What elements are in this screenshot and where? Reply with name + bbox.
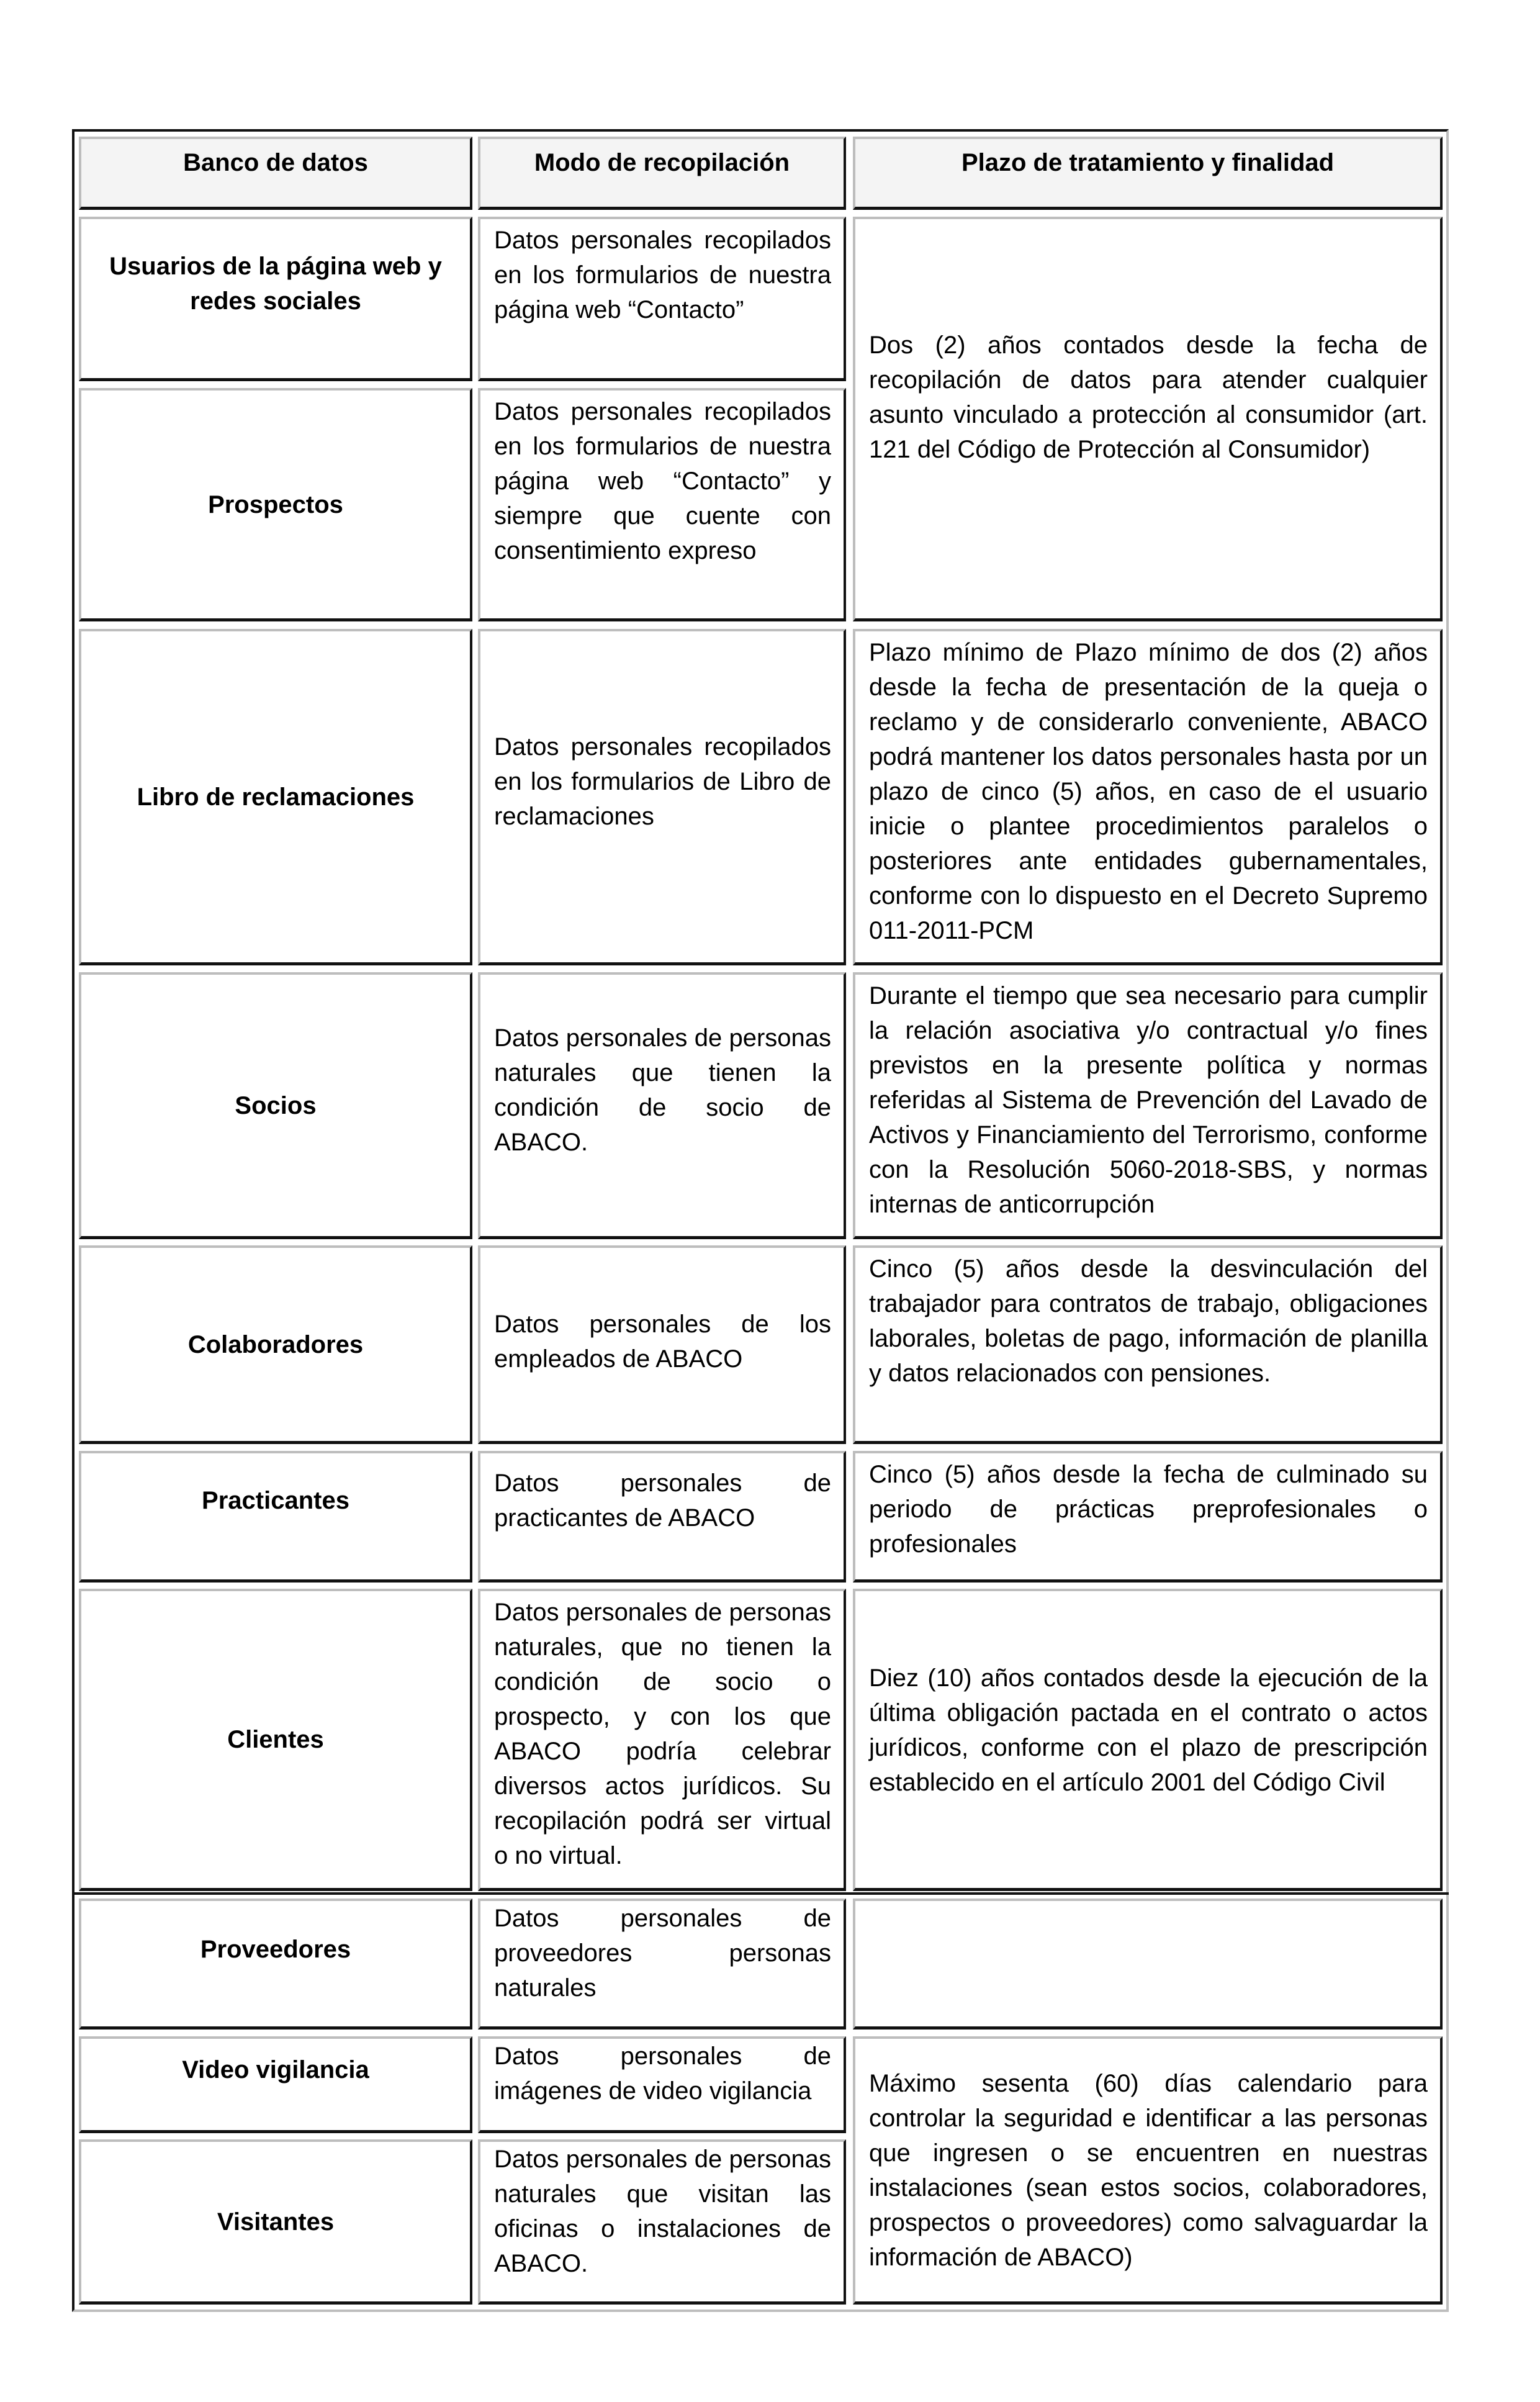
table-row-libro-banco: [79, 629, 472, 965]
table-row-libro-plazo: [853, 629, 1443, 965]
table-row-usuarios-banco: [79, 217, 472, 381]
header-label: Plazo de tratamiento y finalidad: [961, 149, 1335, 176]
table-row-video-modo: [478, 2036, 846, 2133]
plazo-usuarios-prospectos: [853, 217, 1443, 621]
banco-label: Proveedores: [200, 1936, 351, 1963]
table-row-proveedores-plazo: [853, 1899, 1443, 2030]
table-row-clientes-plazo: [853, 1589, 1443, 1891]
plazo-text: Cinco (5) años desde la fecha de culminado su periodo de prácticas preprofesionales o profesionales: [869, 1461, 1428, 1558]
table-row-socios-banco: [79, 972, 472, 1239]
table-row-visitantes-banco: [79, 2139, 472, 2305]
table-row-video-banco: [79, 2036, 472, 2133]
header-modo-de-recopilacion: [478, 137, 846, 210]
plazo-text: [855, 1901, 1440, 1905]
modo-text: Datos personales de proveedores personas naturales: [494, 1905, 831, 2002]
banco-label: Socios: [235, 1091, 317, 1119]
table-row-socios-plazo: [853, 972, 1443, 1239]
modo-text: Datos personales de personas naturales, que no tienen la condición de socio o prospecto, y con los que ABACO podría celebrar diversos actos jurídicos. Su recopilación podrá ser virtual o no virtual.: [494, 1599, 831, 1869]
banco-label: Clientes: [227, 1726, 324, 1753]
header-label: Modo de recopilación: [534, 149, 790, 176]
banco-label: Practicantes: [202, 1487, 349, 1514]
banco-label: Colaboradores: [187, 1330, 364, 1358]
table-row-socios-modo: [478, 972, 846, 1239]
banco-label: Libro de reclamaciones: [137, 783, 415, 811]
banco-label: Prospectos: [208, 490, 343, 518]
modo-text: Datos personales de personas naturales que tienen la condición de socio de ABACO.: [494, 1024, 831, 1156]
plazo-text: Máximo sesenta (60) días calendario para controlar la seguridad e identificar a las personas que ingresen o se encuentren en nuestras instalaciones (sean estos socios, colaboradores, prospectos o proveedores) como salvaguardar la información de ABACO): [869, 2069, 1428, 2271]
header-plazo: [853, 137, 1443, 210]
table-row-libro-modo: [478, 629, 846, 965]
plazo-text: Diez (10) años contados desde la ejecución de la última obligación pactada en el contrato o actos jurídicos, conforme con el plazo de prescripción establecido en el artículo 2001 del Código Civil: [869, 1664, 1428, 1796]
banco-label: Usuarios de la página web y redes sociales: [109, 253, 442, 315]
modo-text: Datos personales de imágenes de video vigilancia: [494, 2043, 831, 2105]
plazo-text: Cinco (5) años desde la desvinculación del trabajador para contratos de trabajo, obligaciones laborales, boletas de pago, información de planilla y datos relacionados con pensiones.: [869, 1255, 1428, 1387]
table-row-usuarios-modo: [478, 217, 846, 381]
table-row-prospectos-modo: [478, 388, 846, 621]
modo-text: Datos personales recopilados en los formularios de nuestra página web “Contacto” y siempre que cuente con consentimiento expreso: [494, 398, 831, 564]
banco-label: Video vigilancia: [182, 2056, 369, 2084]
table-row-colaboradores-modo: [478, 1245, 846, 1444]
modo-text: Datos personales recopilados en los formularios de nuestra página web “Contacto”: [494, 227, 831, 323]
plazo-text: Plazo mínimo de Plazo mínimo de dos (2) años desde la fecha de presentación de la queja o reclamo y de considerarlo conveniente, ABACO podrá mantener los datos personales hasta por un plazo de cinco (5) años, en caso de el usuario inicie o plantee procedimientos paralelos o posteriores ante entidades gubernamentales, conforme con lo dispuesto en el Decreto Supremo 011-2011-PCM: [869, 639, 1428, 944]
plazo-text: Dos (2) años contados desde la fecha de recopilación de datos para atender cualquier asunto vinculado a protección al consumidor (art. 121 del Código de Protección al Consumidor): [869, 331, 1428, 463]
table-row-practicantes-modo: [478, 1451, 846, 1583]
modo-text: Datos personales de los empleados de ABACO: [494, 1310, 831, 1373]
modo-text: Datos personales de practicantes de ABACO: [494, 1470, 831, 1532]
modo-text: Datos personales de personas naturales que visitan las oficinas o instalaciones de ABACO.: [494, 2146, 831, 2277]
table-row-visitantes-modo: [478, 2139, 846, 2305]
table-row-proveedores-banco: [79, 1899, 472, 2030]
table-row-proveedores-modo: [478, 1899, 846, 2030]
modo-text: Datos personales recopilados en los formularios de Libro de reclamaciones: [494, 733, 831, 830]
header-label: Banco de datos: [183, 149, 368, 176]
table-row-prospectos-banco: [79, 388, 472, 621]
table-row-practicantes-plazo: [853, 1451, 1443, 1583]
table-row-clientes-modo: [478, 1589, 846, 1891]
table-row-practicantes-banco: [79, 1451, 472, 1583]
table-separator-line: [72, 1892, 1449, 1895]
plazo-video-visitantes: [853, 2036, 1443, 2305]
header-banco-de-datos: [79, 137, 472, 210]
table-row-clientes-banco: [79, 1589, 472, 1891]
banco-label: Visitantes: [217, 2208, 335, 2236]
plazo-text: Durante el tiempo que sea necesario para cumplir la relación asociativa y/o contractual y/o fines previstos en la presente política y normas referidas al Sistema de Prevención del Lavado de Activos y Financiamiento del Terrorismo, conforme con la Resolución 5060-2018-SBS, y normas internas de anticorrupción: [869, 982, 1428, 1218]
table-row-colaboradores-plazo: [853, 1245, 1443, 1444]
table-row-colaboradores-banco: [79, 1245, 472, 1444]
